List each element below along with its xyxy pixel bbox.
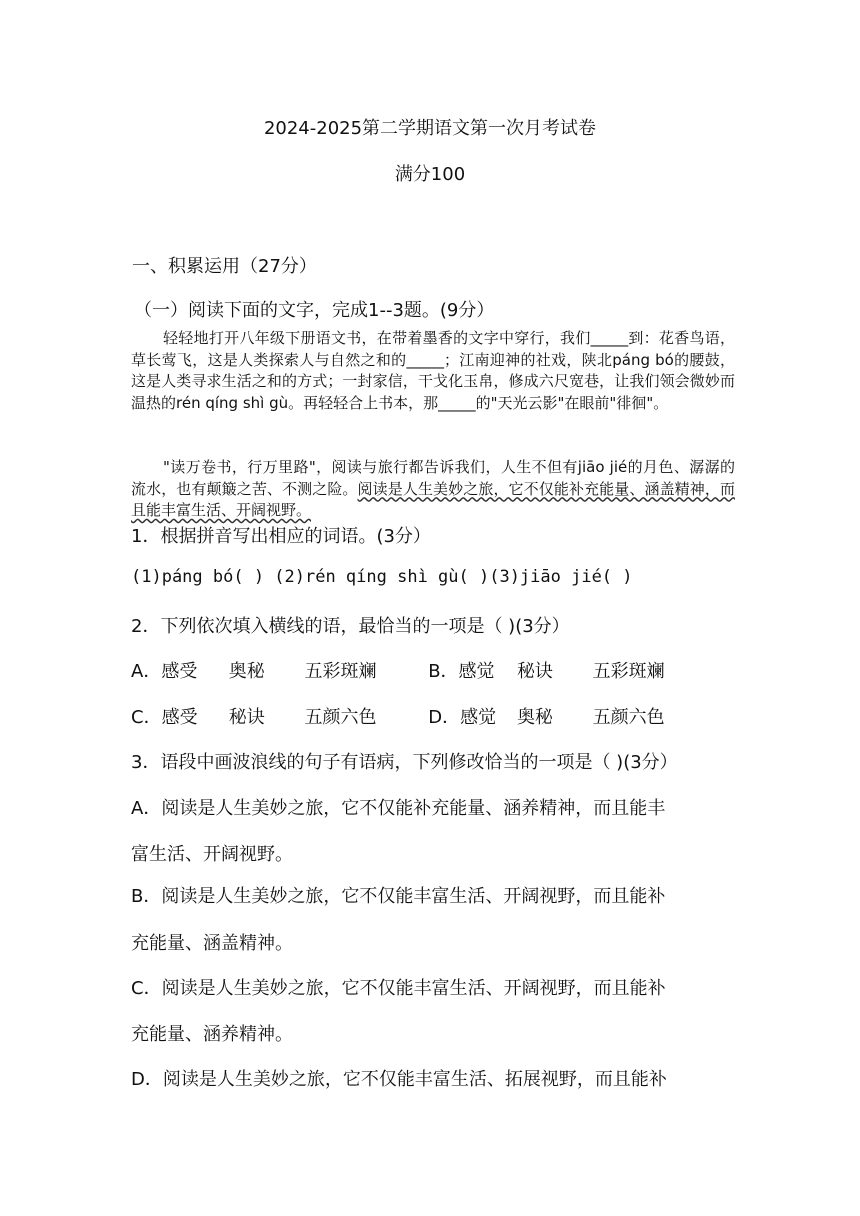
question-3-option-a-line-2: 富生活、开阔视野。 [131, 844, 293, 865]
part-heading: （一）阅读下面的文字，完成1--3题。(9分） [134, 300, 495, 321]
option-b-word2: 秘诀 [516, 661, 553, 682]
question-1-stem: 1．根据拼音写出相应的词语。(3分） [131, 526, 431, 547]
question-2-options-row-1 [131, 657, 665, 683]
option-b-word3: 五彩斑斓 [592, 661, 665, 682]
question-1-blanks: (1)páng bó( ) (2)rén qíng shì gù( )(3)jiāo jié( ) [131, 567, 633, 587]
question-2-stem: 2．下列依次填入横线的语，最恰当的一项是（ )(3分） [131, 616, 570, 637]
question-3-option-c-line-1: C．阅读是人生美妙之旅，它不仅能丰富生活、开阔视野，而且能补 [131, 978, 666, 999]
question-3-option-b-line-2: 充能量、涵盖精神。 [131, 933, 293, 954]
exam-title: 2024-2025第二学期语文第一次月考试卷 [263, 118, 597, 139]
option-a-label: A．感受 [131, 661, 198, 682]
wavy-underlined-sentence: 阅读是人生美妙之旅，它不仅能补充能量、涵盖精神，而且能丰富生活、开阔视野。 [131, 479, 735, 519]
passage-paragraph-1: 轻轻地打开八年级下册语文书，在带着墨香的文字中穿行，我们_____到：花香鸟语，草长莺飞，这是人类探索人与自然之和的_____；江南迎神的社戏，陕北páng bó的腰鼓，这是人类寻求生活之和的方式；一封家信，干戈化玉帛，修成六尺宽巷，让我们领会微妙而温热的rén qíng shì gù。再轻轻合上书本，那_____的"天光云影"在眼前"徘徊"。 [131, 329, 735, 412]
option-a-word2: 奥秘 [228, 661, 265, 682]
option-d-word3: 五颜六色 [592, 707, 665, 728]
option-c-label: C．感受 [131, 707, 198, 728]
option-d-label: D．感觉 [428, 707, 497, 728]
question-3-option-a-line-1: A．阅读是人生美妙之旅，它不仅能补充能量、涵养精神，而且能丰 [131, 798, 666, 819]
question-3-option-b-line-1: B．阅读是人生美妙之旅，它不仅能丰富生活、开阔视野，而且能补 [131, 886, 666, 907]
option-c-word3: 五颜六色 [304, 707, 377, 728]
question-3-option-c-line-2: 充能量、涵养精神。 [131, 1024, 293, 1045]
section-heading: 一、积累运用（27分） [132, 256, 317, 277]
option-d-word2: 奥秘 [516, 707, 553, 728]
question-3-option-d-line-1: D．阅读是人生美妙之旅，它不仅能丰富生活、拓展视野，而且能补 [131, 1069, 667, 1090]
option-c-word2: 秘诀 [228, 707, 265, 728]
question-3-stem: 3．语段中画波浪线的句子有语病，下列修改恰当的一项是（ )(3分） [131, 752, 678, 773]
question-2-options-row-2 [131, 703, 665, 729]
option-a-word3: 五彩斑斓 [304, 661, 377, 682]
passage-paragraph-2 [131, 457, 735, 522]
option-b-label: B．感觉 [428, 661, 495, 682]
full-score: 满分100 [394, 164, 466, 185]
passage-plain-text: "读万卷书，行万里路"，阅读与旅行都告诉我们，人生不但有jiāo jié的月色、潺潺的流水，也有颠簸之苦、不测之险。 [131, 458, 735, 498]
